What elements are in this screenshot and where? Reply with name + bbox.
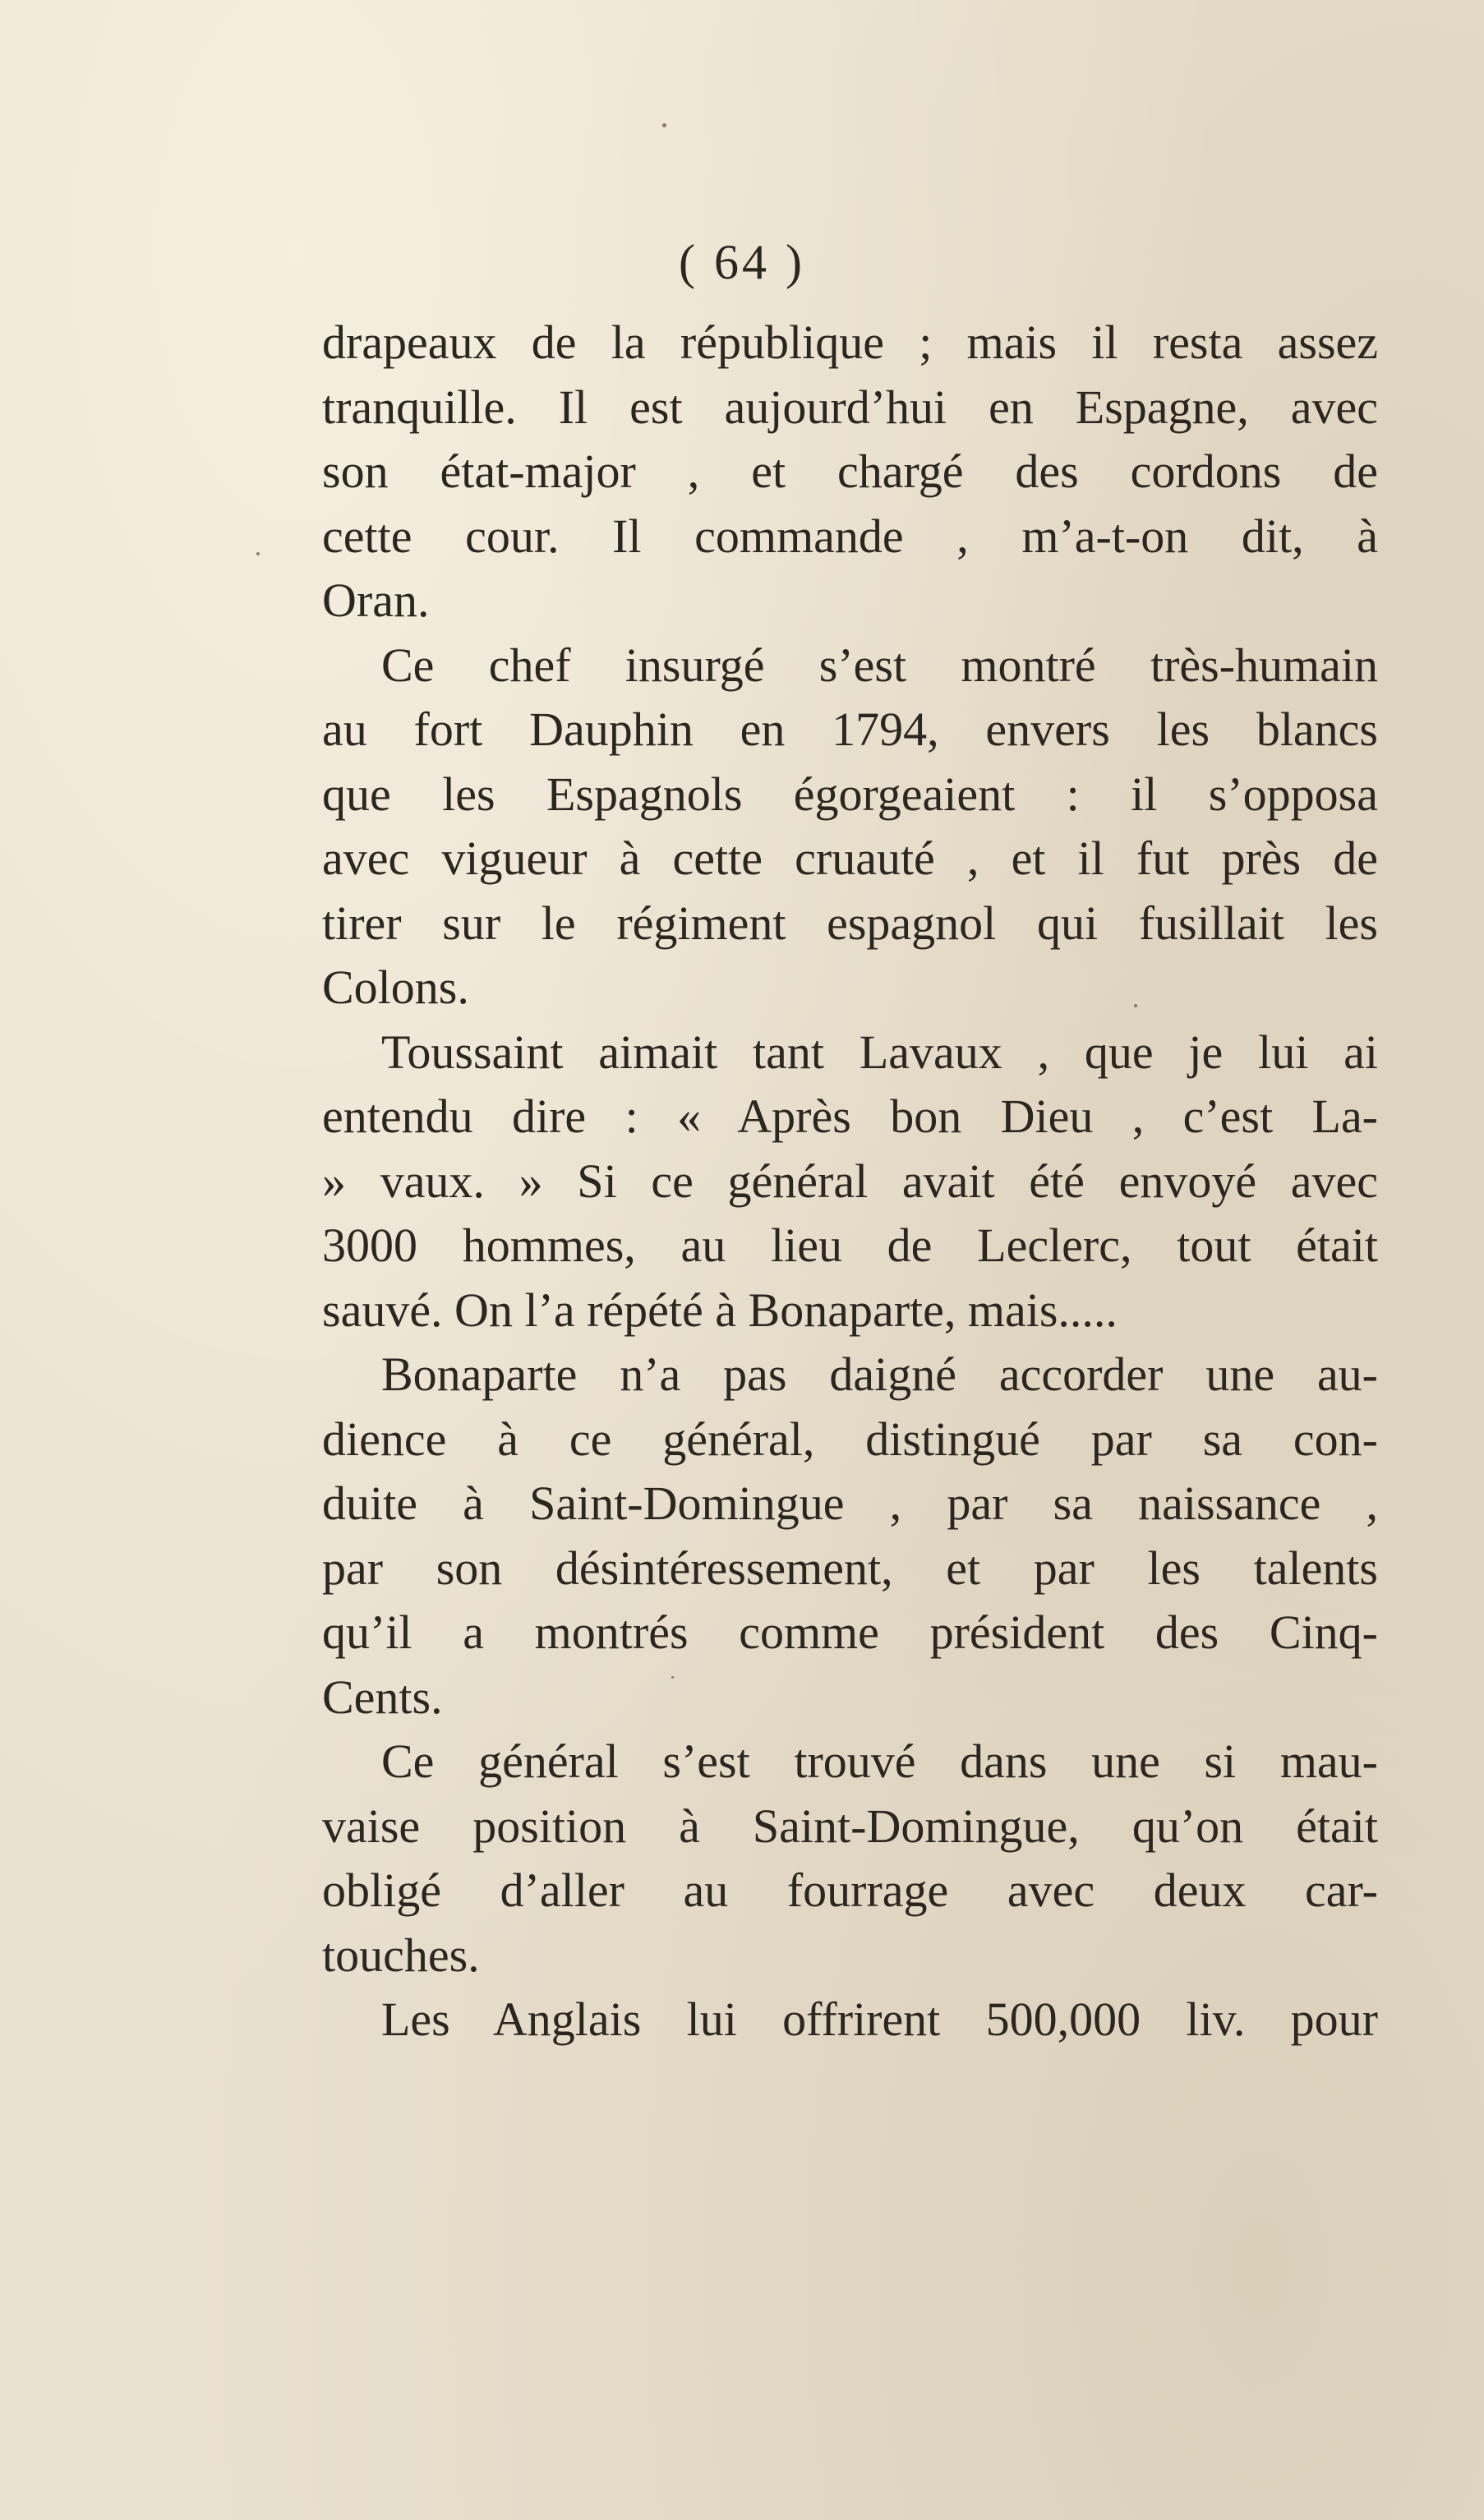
- text-line: » vaux. » Si ce général avait été envoyé avec: [322, 1154, 1378, 1208]
- paper-speck: [256, 552, 260, 555]
- text-line: tirer sur le régiment espagnol qui fusillait les: [322, 896, 1378, 950]
- text-line: Toussaint aimait tant Lavaux , que je lui ai: [381, 1025, 1378, 1079]
- text-line: que les Espagnols égorgeaient : il s’opposa: [322, 767, 1378, 821]
- text-line: drapeaux de la république ; mais il resta assez: [322, 316, 1378, 369]
- text-line: son état-major , et chargé des cordons de: [322, 445, 1378, 498]
- text-line: avec vigueur à cette cruauté , et il fut près de: [322, 832, 1378, 885]
- text-line: Cents.: [322, 1670, 443, 1724]
- text-line: Colons.: [322, 961, 469, 1014]
- paper-speck: [662, 123, 666, 127]
- text-line: cette cour. Il commande , m’a-t-on dit, à: [322, 509, 1378, 563]
- text-line: Les Anglais lui offrirent 500,000 liv. pour: [381, 1993, 1378, 2046]
- text-line: Ce général s’est trouvé dans une si mau-: [381, 1735, 1378, 1788]
- text-line: Ce chef insurgé s’est montré très-humain: [381, 638, 1378, 692]
- text-line: tranquille. Il est aujourd’hui en Espagne, avec: [322, 380, 1378, 434]
- text-line: au fort Dauphin en 1794, envers les blancs: [322, 703, 1378, 756]
- text-line: touches.: [322, 1928, 480, 1982]
- text-line: qu’il a montrés comme président des Cinq-: [322, 1606, 1378, 1659]
- text-line: dience à ce général, distingué par sa con-: [322, 1412, 1378, 1466]
- body-text: [322, 311, 1378, 2052]
- text-line: par son désintéressement, et par les talents: [322, 1541, 1378, 1595]
- text-line: entendu dire : « Après bon Dieu , c’est La-: [322, 1090, 1378, 1143]
- text-line: vaise position à Saint-Domingue, qu’on était: [322, 1799, 1378, 1853]
- text-line: 3000 hommes, au lieu de Leclerc, tout était: [322, 1219, 1378, 1272]
- text-line: obligé d’aller au fourrage avec deux car-: [322, 1864, 1378, 1917]
- page-number: ( 64 ): [679, 235, 805, 289]
- text-line: duite à Saint-Domingue , par sa naissance ,: [322, 1477, 1378, 1530]
- text-line: Oran.: [322, 574, 430, 627]
- text-line: sauvé. On l’a répété à Bonaparte, mais.....: [322, 1283, 1118, 1337]
- text-line: Bonaparte n’a pas daigné accorder une au-: [381, 1348, 1378, 1401]
